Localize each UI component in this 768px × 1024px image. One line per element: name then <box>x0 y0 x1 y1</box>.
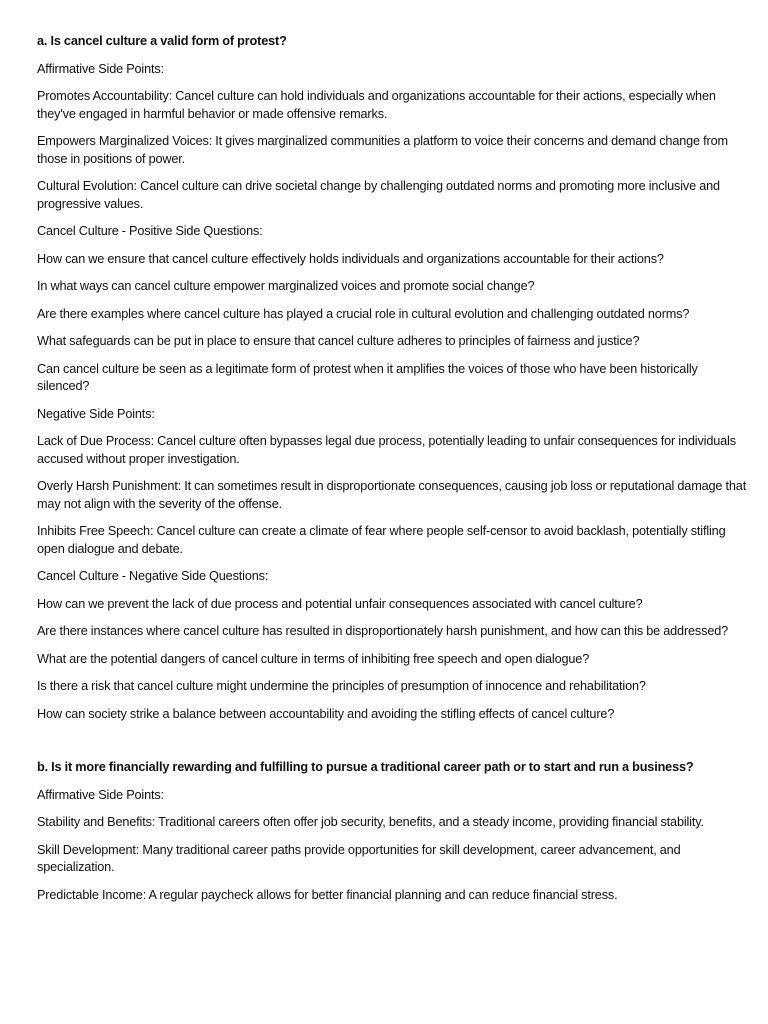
affirmative-point: Promotes Accountability: Cancel culture can hold individuals and organizations accountable for their actions, especially when they've engaged in harmful behavior or made offensive remarks. <box>37 89 716 121</box>
negative-point: Overly Harsh Punishment: It can sometimes result in disproportionate consequences, causing job loss or reputational damage that may not align with the severity of the offense. <box>37 479 747 511</box>
affirmative-label: Affirmative Side Points: <box>37 61 164 76</box>
negative-label: Negative Side Points: <box>37 406 155 421</box>
affirmative-label: Affirmative Side Points: <box>37 787 164 802</box>
positive-question: Are there examples where cancel culture has played a crucial role in cultural evolution and challenging outdated norms? <box>37 306 690 321</box>
section-spacer <box>37 733 749 759</box>
negative-point: Lack of Due Process: Cancel culture often bypasses legal due process, potentially leading to unfair consequences for individuals accused without proper investigation. <box>37 434 736 466</box>
negative-questions-label: Cancel Culture - Negative Side Questions: <box>37 569 269 583</box>
negative-question: What are the potential dangers of cancel culture in terms of inhibiting free speech and open dialogue? <box>37 651 590 666</box>
section-a-title: a. Is cancel culture a valid form of protest? <box>37 34 287 48</box>
section-b-title: b. Is it more financially rewarding and fulfilling to pursue a traditional career path or to start and run a business? <box>37 760 694 774</box>
negative-question: Is there a risk that cancel culture might undermine the principles of presumption of innocence and rehabilitation? <box>37 679 646 693</box>
positive-question: How can we ensure that cancel culture effectively holds individuals and organizations accountable for their actions? <box>37 251 664 266</box>
positive-questions-label: Cancel Culture - Positive Side Questions: <box>37 224 263 238</box>
affirmative-point: Skill Development: Many traditional career paths provide opportunities for skill development, career advancement, and specialization. <box>37 842 681 874</box>
positive-question: In what ways can cancel culture empower marginalized voices and promote social change? <box>37 279 535 293</box>
negative-question: Are there instances where cancel culture has resulted in disproportionately harsh punishment, and how can this be addressed? <box>37 624 729 638</box>
affirmative-point: Empowers Marginalized Voices: It gives marginalized communities a platform to voice their concerns and demand change from those in positions of power. <box>37 134 728 166</box>
affirmative-point: Predictable Income: A regular paycheck allows for better financial planning and can reduce financial stress. <box>37 887 618 902</box>
affirmative-point: Stability and Benefits: Traditional careers often offer job security, benefits, and a steady income, providing financial stability. <box>37 815 704 829</box>
negative-point: Inhibits Free Speech: Cancel culture can create a climate of fear where people self-censor to avoid backlash, potentially stifling open dialogue and debate. <box>37 524 726 556</box>
document-page <box>37 33 749 914</box>
negative-question: How can society strike a balance between accountability and avoiding the stifling effects of cancel culture? <box>37 706 615 721</box>
positive-question: Can cancel culture be seen as a legitimate form of protest when it amplifies the voices of those who have been historically silenced? <box>37 361 698 393</box>
positive-question: What safeguards can be put in place to ensure that cancel culture adheres to principles of fairness and justice? <box>37 334 640 348</box>
negative-question: How can we prevent the lack of due process and potential unfair consequences associated with cancel culture? <box>37 596 643 611</box>
affirmative-point: Cultural Evolution: Cancel culture can drive societal change by challenging outdated norms and promoting more inclusive and progressive values. <box>37 179 720 211</box>
